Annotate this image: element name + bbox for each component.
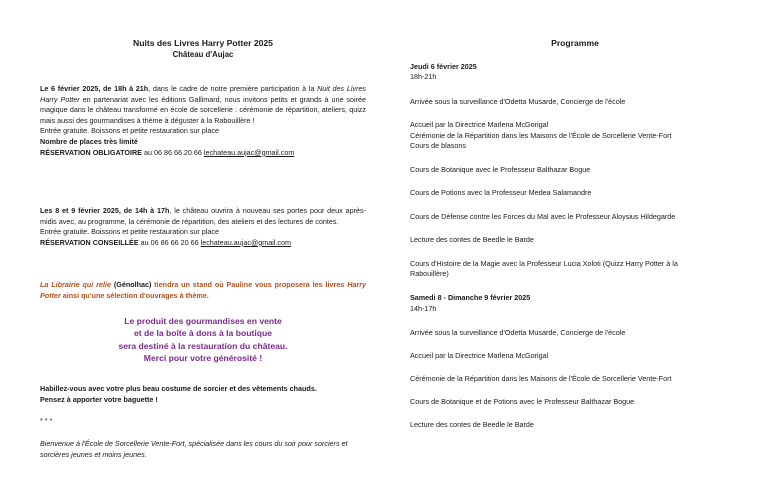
- thursday-text-1: , dans le cadre de notre première participation à la: [148, 84, 318, 93]
- day2-hours: 14h-17h: [410, 304, 437, 313]
- day1-heading: Jeudi 6 février 2025: [410, 62, 477, 71]
- librairie-text-2: ainsi qu'une sélection d'ouvrages à thème.: [60, 290, 209, 300]
- resa-phone-2: au 06 86 66 20 66: [138, 237, 201, 247]
- day1-item: Cours de Potions avec la Professeur Medea Salamandre: [410, 188, 592, 197]
- day2-heading: Samedi 8 - Dimanche 9 février 2025: [410, 293, 531, 302]
- day1-item: Cours d'Histoire de la Magie avec la Professeur Lucia Xoloti (Quizz Harry Potter à la: [410, 259, 678, 268]
- event-subtitle: Château d'Aujac: [172, 50, 234, 59]
- resa-conseillee: RÉSERVATION CONSEILLÉE: [40, 237, 139, 247]
- email-link-2[interactable]: lechateau.aujac@gmail.com: [200, 237, 291, 247]
- thursday-text-2: en partenariat avec les éditions Gallimard, nous invitons petits et grands à une soirée magique dans le château transformé en école de sorcellerie : cérémonie de répartition, ateliers, quizz mais aussi des gourmandises à thème à déguster à la Rabouillère !: [40, 94, 366, 125]
- day1-item: Cours de blasons: [410, 141, 466, 150]
- day1-item: Cours de Botanique avec le Professeur Balthazar Bogue: [410, 165, 591, 174]
- day1-item: Cours de Défense contre les Forces du Mal avec le Professeur Aloysius Hildegarde: [410, 212, 676, 221]
- day2-item: Accueil par la Directrice Marlena McGorigal: [410, 351, 549, 360]
- paragraph-weekend: [40, 206, 366, 248]
- day2-item: Cours de Botanique et de Potions avec le Professeur Balthazar Bogue: [410, 397, 635, 406]
- places-limite: Nombre de places très limité: [40, 136, 138, 146]
- day1-hours: 18h-21h: [410, 72, 437, 81]
- thursday-entree: Entrée gratuite. Boissons et petite restauration sur place: [40, 126, 219, 136]
- donation-line-4: Merci pour votre générosité !: [143, 352, 263, 363]
- day1-item: Lecture des contes de Beedle le Barde: [410, 235, 534, 244]
- day2-item: Lecture des contes de Beedle le Barde: [410, 420, 534, 429]
- day2-item: Cérémonie de la Répartition dans les Maisons de l'École de Sorcellerie Vente-Fort: [410, 374, 672, 383]
- paragraph-librairie: [40, 280, 366, 301]
- day1-item: Rabouillère): [410, 269, 449, 278]
- weekend-text: , le château ouvrira à nouveau ses portes pour deux après-midis avec, au programme, la cérémonie de répartition, des ateliers et des lectures de contes.: [40, 206, 366, 226]
- donation-line-2: et de la boîte à dons à la boutique: [134, 328, 272, 339]
- resa-obligatoire: RÉSERVATION OBLIGATOIRE: [40, 147, 142, 157]
- day1-item: Cérémonie de la Répartition dans les Maisons de l'École de Sorcellerie Vente-Fort: [410, 131, 672, 140]
- costume-line-2: Pensez à apporter votre baguette !: [40, 394, 158, 404]
- programme-title: Programme: [551, 38, 599, 48]
- librairie-location: (Génolhac): [110, 280, 152, 289]
- event-title: Nuits des Livres Harry Potter 2025: [133, 38, 273, 48]
- weekend-date: Les 8 et 9 février 2025, de 14h à 17h: [40, 206, 170, 215]
- donation-line-1: Le produit des gourmandises en vente: [124, 316, 282, 326]
- donation-notice: [40, 315, 366, 364]
- costume-notice: [40, 384, 366, 405]
- day1-item: Accueil par la Directrice Marlena McGorigal: [410, 120, 549, 129]
- email-link-1[interactable]: lechateau.aujac@gmail.com: [203, 147, 295, 157]
- separator-stars: * * *: [40, 416, 53, 425]
- day1-item: Arrivée sous la surveillance d'Odetta Musarde, Concierge de l'école: [410, 97, 626, 106]
- nuit-livres-italic: Nuit des Livres Harry Potter: [40, 84, 366, 104]
- day2-item: Arrivée sous la surveillance d'Odetta Musarde, Concierge de l'école: [410, 328, 626, 337]
- costume-line-1: Habillez-vous avec votre plus beau costume de sorcier et des vêtements chauds.: [40, 384, 317, 393]
- donation-line-3: sera destiné à la restauration du château.: [118, 340, 288, 351]
- welcome-text: Bienvenue à l'École de Sorcellerie Vente-Fort, spécialisée dans les cours du soir pour sorciers et sorcières jeunes et moins jeunes.: [40, 439, 348, 459]
- thursday-date: Le 6 février 2025, de 18h à 21h: [40, 84, 149, 93]
- resa-phone-1: au 06 86 66 20 66: [141, 147, 204, 157]
- librairie-name: La Librairie qui relie: [40, 280, 111, 289]
- librairie-text-1: tiendra un stand où Pauline vous proposera les livres: [151, 280, 348, 289]
- paragraph-thursday: [40, 84, 366, 158]
- weekend-entree: Entrée gratuite. Boissons et petite restauration sur place: [40, 227, 219, 237]
- harry-potter-italic: Harry Potter: [40, 280, 366, 300]
